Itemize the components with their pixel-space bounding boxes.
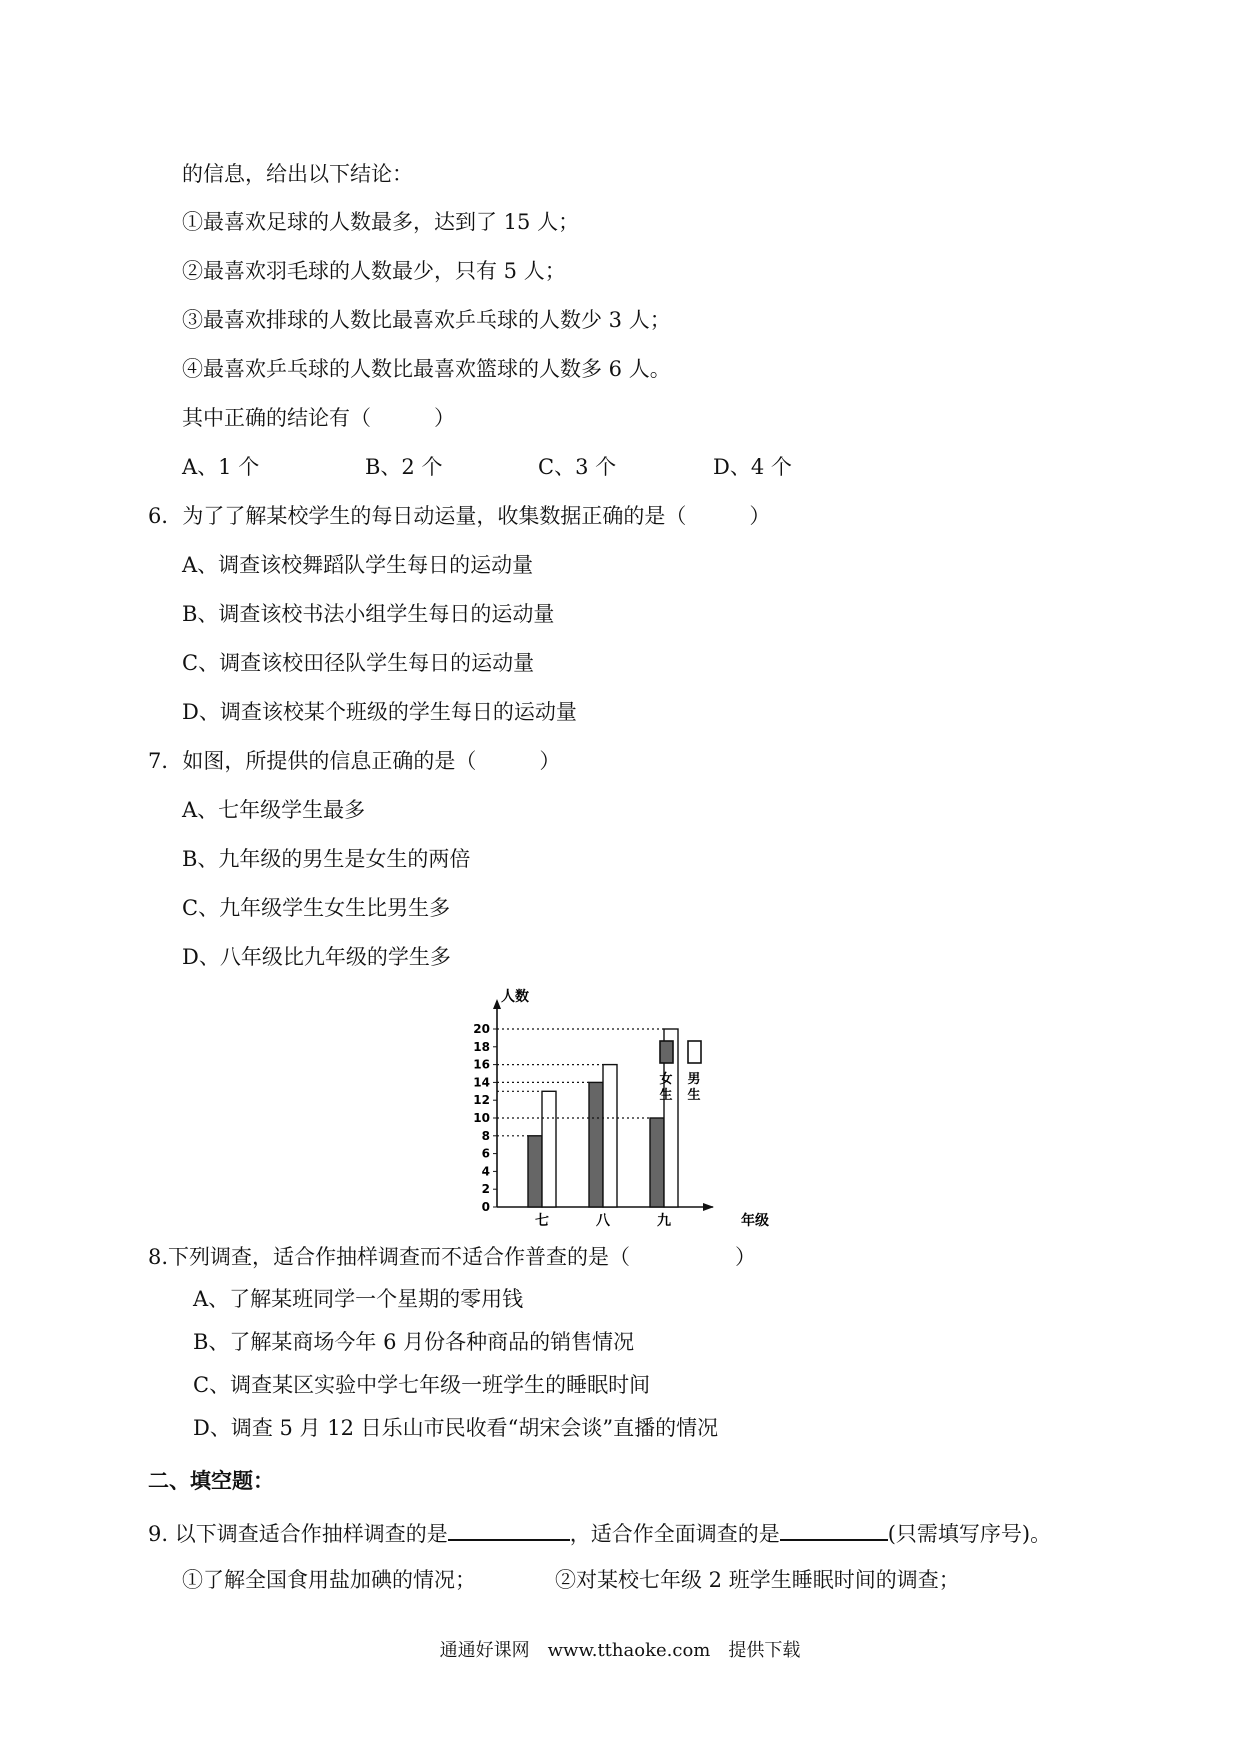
section-title: 二、填空题： [148,1468,274,1493]
bar-girls-2 [650,1118,664,1207]
q9-stem-a: 9. 以下调查适合作抽样调查的是 [148,1522,448,1546]
q8-option-a: A、了解某班同学一个星期的零用钱 [193,1287,524,1311]
y-tick-label-5: 10 [473,1111,490,1125]
x-axis-arrow [703,1203,714,1211]
y-tick-label-7: 14 [473,1075,490,1090]
x-tick-label-2: 九 [657,1213,671,1229]
q6-stem: 6．为了了解某校学生的每日动运量，收集数据正确的是（ ） [148,504,771,528]
y-tick-label-6: 12 [473,1093,490,1108]
q7-option-a: A、七年级学生最多 [182,798,366,822]
y-tick-label-9: 18 [473,1039,490,1054]
legend-label-boys-1: 男 [687,1072,701,1087]
q6-option-c: C、调查该校田径队学生每日的运动量 [182,651,535,675]
y-tick-label-2: 4 [481,1164,490,1179]
bar-boys-1 [603,1065,617,1207]
q5-option-c: C、3 个 [538,455,617,479]
q7-option-b: B、九年级的男生是女生的两倍 [182,847,471,871]
q9-blank-1[interactable] [448,1517,570,1541]
x-axis-label: 年级 [741,1213,769,1229]
q9-stem-c: (只需填写序号)。 [887,1522,1052,1546]
q5-options [182,453,792,481]
q9-items [182,1566,960,1594]
q8-option-d: D、调查 5 月 12 日乐山市民收看“胡宋会谈”直播的情况 [193,1416,719,1440]
y-axis-arrow [493,999,501,1009]
q5-option-b: B、2 个 [365,455,443,479]
q5-question: 其中正确的结论有（ ） [182,406,455,430]
x-tick-label-1: 八 [596,1213,610,1229]
y-tick-label-1: 2 [481,1182,490,1197]
q6-option-a: A、调查该校舞蹈队学生每日的运动量 [182,553,534,577]
q9-item-2: ②对某校七年级 2 班学生睡眠时间的调查； [555,1568,960,1592]
q5-conclusion-1: ①最喜欢足球的人数最多，达到了 15 人； [182,210,580,234]
page-footer: 通通好课网 www.tthaoke.com 提供下载 [439,1640,801,1661]
q7-stem: 7．如图，所提供的信息正确的是（ ） [148,749,561,773]
bar-girls-0 [528,1136,542,1207]
legend-swatch-girls [660,1041,673,1063]
q7-option-d: D、八年级比九年级的学生多 [182,945,451,969]
q9-item-1: ①了解全国食用盐加碘的情况； [182,1568,476,1592]
y-tick-label-4: 8 [481,1128,490,1143]
q9-stem [148,1517,1051,1548]
legend-label-girls-1: 女 [659,1072,673,1087]
y-tick-label-0: 0 [481,1200,490,1214]
y-axis-label: 人数 [501,989,529,1005]
q9-stem-b: ，适合作全面调查的是 [569,1522,780,1546]
y-tick-label-10: 20 [473,1022,490,1036]
grade-bar-chart [455,985,800,1235]
q5-intro: 的信息，给出以下结论： [182,162,413,186]
q9-blank-2[interactable] [780,1517,888,1541]
bar-girls-1 [589,1082,603,1207]
x-tick-label-0: 七 [535,1213,549,1229]
q5-option-a: A、1 个 [182,455,260,479]
q5-option-d: D、4 个 [713,455,792,479]
q5-conclusion-2: ②最喜欢羽毛球的人数最少，只有 5 人； [182,259,566,283]
q7-option-c: C、九年级学生女生比男生多 [182,896,451,920]
y-tick-label-8: 16 [473,1057,490,1072]
q8-option-b: B、了解某商场今年 6 月份各种商品的销售情况 [193,1330,635,1354]
legend-swatch-boys [688,1041,701,1063]
y-tick-label-3: 6 [481,1146,490,1161]
bar-boys-0 [542,1091,556,1207]
q5-conclusion-3: ③最喜欢排球的人数比最喜欢乒乓球的人数少 3 人； [182,308,671,332]
q6-option-d: D、调查该校某个班级的学生每日的运动量 [182,700,577,724]
q5-conclusion-4: ④最喜欢乒乓球的人数比最喜欢篮球的人数多 6 人。 [182,357,671,381]
legend-label-girls-2: 生 [659,1088,673,1103]
q8-stem: 8.下列调查，适合作抽样调查而不适合作普查的是（ ） [148,1245,757,1269]
q8-option-c: C、调查某区实验中学七年级一班学生的睡眠时间 [193,1373,651,1397]
q6-option-b: B、调查该校书法小组学生每日的运动量 [182,602,555,626]
legend-label-boys-2: 生 [687,1088,701,1103]
